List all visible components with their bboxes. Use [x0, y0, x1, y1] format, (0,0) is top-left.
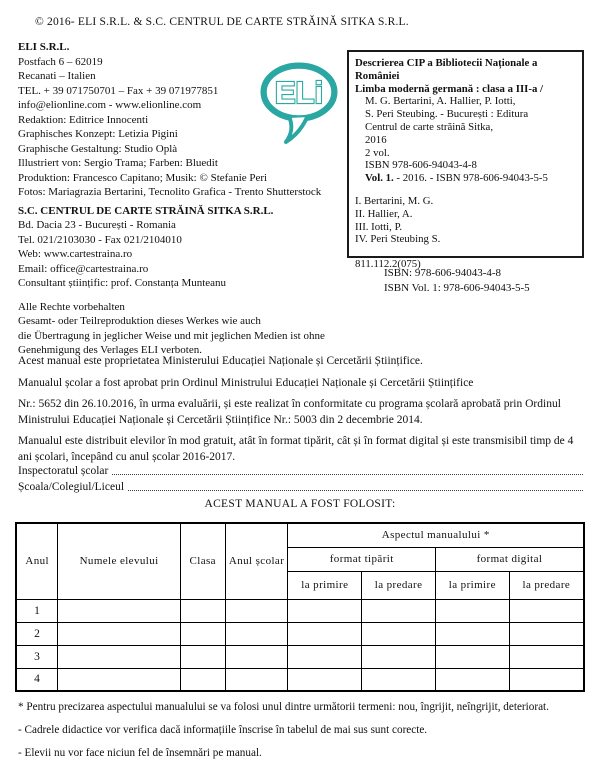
table-cell-empty — [225, 668, 288, 691]
eli-logo-icon — [259, 62, 339, 150]
table-cell-empty — [180, 668, 225, 691]
footnotes — [18, 700, 588, 761]
table-cell-empty — [58, 668, 180, 691]
table-cell-empty — [180, 622, 225, 645]
col-header-la-predare: la predare — [362, 571, 436, 599]
footnote-no-marks: - Elevii nu vor face niciun fel de însemnări pe manual. — [18, 747, 262, 759]
col-header-la-primire: la primire — [435, 571, 509, 599]
cip-subtitle: Limba modernă germană : clasa a III-a / — [355, 82, 544, 95]
sitka-publisher-block — [18, 204, 353, 291]
table-row — [16, 599, 584, 622]
rights-line: Gesamt- oder Teilreproduktion dieses Werkes wie auch — [18, 315, 261, 327]
table-cell-empty — [362, 668, 436, 691]
ministry-paragraph-3: Nr.: 5652 din 26.10.2016, în urma evaluării, și este realizat în conformitate cu programa școlară aprobată prin Ordinul Ministrului Educației Naționale și Cercetării Științifice Nr.: 5003 din 2 decembrie 2014. — [18, 398, 561, 426]
table-cell-empty — [509, 668, 584, 691]
cip-index-line: I. Bertarini, M. G. — [355, 194, 434, 207]
table-cell-empty — [435, 599, 509, 622]
eli-line: Postfach 6 – 62019 — [18, 55, 103, 68]
cip-classification: 811.112.2(075) — [355, 258, 421, 271]
col-header-numele: Numele elevului — [58, 523, 180, 599]
table-cell-empty — [225, 599, 288, 622]
ministry-paragraph-1: Acest manual este proprietatea Ministerului Educației Naționale și Cercetării Științifice. — [18, 355, 423, 367]
cip-index-line: III. Iotti, P. — [355, 220, 403, 233]
sitka-line: Consultant științific: prof. Constanța Munteanu — [18, 277, 227, 289]
cip-author-index — [355, 195, 576, 246]
eli-logo-text: ELi — [274, 75, 324, 110]
table-cell-empty — [435, 668, 509, 691]
eli-line: Recanati – Italien — [18, 70, 96, 82]
form-lines — [18, 461, 583, 493]
eli-line: Redaktion: Editrice Innocenti — [18, 113, 149, 126]
school-line — [18, 477, 583, 493]
col-header-la-primire: la primire — [288, 571, 362, 599]
eli-line: Fotos: Mariagrazia Bertarini, Tecnolito Grafica - Trento Shutterstock — [18, 186, 322, 198]
cip-index-line: IV. Peri Steubing S. — [355, 233, 441, 246]
table-cell-empty — [288, 668, 362, 691]
table-cell-empty — [435, 645, 509, 668]
sitka-line: Email: office@cartestraina.ro — [18, 262, 149, 275]
footnote-teachers-check: - Cadrele didactice vor verifica dacă informațiile înscrise în tabelul de mai sus sunt corecte. — [18, 724, 428, 736]
table-cell-empty — [58, 599, 180, 622]
table-cell-empty — [58, 645, 180, 668]
sitka-line: Tel. 021/2103030 - Fax 021/2104010 — [18, 233, 182, 246]
table-cell-empty — [509, 645, 584, 668]
eli-logo — [259, 62, 339, 155]
eli-line: TEL. + 39 071750701 – Fax + 39 071977851 — [18, 84, 219, 97]
table-cell-empty — [225, 645, 288, 668]
cip-index-line: II. Hallier, A. — [355, 207, 413, 220]
cip-volume-line — [355, 172, 576, 185]
ministry-paragraph-4: Manualul este distribuit elevilor în mod gratuit, atât în format tipărit, cât și în format digital și este transmisibil timp de 4 ani școlari, începând cu anul școlar 2016-2017. — [18, 435, 574, 463]
table-cell-empty — [225, 622, 288, 645]
eli-company-name: ELI S.R.L. — [18, 41, 70, 53]
ministry-paragraphs — [18, 354, 585, 471]
table-row — [16, 645, 584, 668]
inspectorate-fill-line — [112, 474, 583, 475]
table-cell-empty — [509, 599, 584, 622]
table-cell-empty — [435, 622, 509, 645]
col-header-format-tiparit: format tipărit — [288, 547, 435, 571]
table-row — [16, 622, 584, 645]
eli-line: Illustriert von: Sergio Trama; Farben: Bluedit — [18, 157, 218, 169]
usage-table — [15, 522, 585, 692]
inspectorate-label: Inspectoratul școlar — [18, 465, 109, 477]
isbn-line-1: ISBN: 978-606-94043-4-8 — [384, 267, 502, 279]
cip-volume-bold: Vol. 1. — [365, 172, 394, 185]
table-cell-empty — [362, 622, 436, 645]
copyright-line: © 2016- ELI S.R.L. & S.C. CENTRUL DE CARTE STRĂINĂ SITKA S.R.L. — [35, 16, 409, 28]
col-header-la-predare: la predare — [509, 571, 584, 599]
sitka-company-name: S.C. CENTRUL DE CARTE STRĂINĂ SITKA S.R.L. — [18, 204, 274, 217]
table-cell-empty — [288, 645, 362, 668]
isbn-line-2: ISBN Vol. 1: 978-606-94043-5-5 — [384, 282, 530, 294]
cip-title: Descrierea CIP a Bibliotecii Naționale a României — [355, 57, 538, 82]
usage-table-title: ACEST MANUAL A FOST FOLOSIT: — [204, 498, 396, 510]
table-cell-empty — [509, 622, 584, 645]
col-header-anul: Anul — [16, 523, 58, 599]
cip-line: Centrul de carte străină Sitka, — [365, 120, 494, 133]
footnote-aspect-terms: * Pentru precizarea aspectului manualului se va folosi unul dintre următorii termeni: nou, îngrijit, neîngrijit, deteriorat. — [18, 701, 549, 713]
eli-line: Graphische Gestaltung: Studio Oplà — [18, 142, 178, 155]
sitka-line: Bd. Dacia 23 - București - Romania — [18, 219, 176, 231]
isbn-block — [384, 266, 530, 296]
table-cell-empty — [180, 599, 225, 622]
school-fill-line — [128, 490, 583, 491]
col-header-format-digital: format digital — [435, 547, 584, 571]
rights-line: Genehmigung des Verlages ELI verboten. — [18, 344, 202, 356]
col-header-clasa: Clasa — [180, 523, 225, 599]
row-number: 4 — [16, 668, 58, 691]
cip-line: ISBN 978-606-94043-4-8 — [365, 159, 477, 172]
cip-line: M. G. Bertarini, A. Hallier, P. Iotti, — [365, 95, 516, 108]
cip-volume-rest: - 2016. - ISBN 978-606-94043-5-5 — [393, 172, 548, 185]
table-cell-empty — [288, 622, 362, 645]
cip-line: 2016 — [365, 133, 387, 146]
school-label: Școala/Colegiul/Liceul — [18, 481, 125, 493]
row-number: 2 — [16, 622, 58, 645]
rights-line: Alle Rechte vorbehalten — [18, 300, 125, 313]
cip-line: S. Peri Steubing. - București : Editura — [365, 108, 529, 121]
row-number: 1 — [16, 599, 58, 622]
sitka-line: Web: www.cartestraina.ro — [18, 248, 133, 260]
cip-box — [347, 50, 584, 271]
cip-line: 2 vol. — [365, 146, 390, 159]
table-cell-empty — [362, 599, 436, 622]
table-cell-empty — [362, 645, 436, 668]
ministry-paragraph-2: Manualul școlar a fost aprobat prin Ordinul Ministrului Educației Naționale și Cercetării Științifice — [18, 376, 474, 389]
table-cell-empty — [288, 599, 362, 622]
table-row — [16, 668, 584, 691]
row-number: 3 — [16, 645, 58, 668]
table-cell-empty — [58, 622, 180, 645]
col-header-anul-scolar: Anul școlar — [225, 523, 288, 599]
col-header-aspect: Aspectul manualului * — [288, 523, 584, 547]
eli-line: Graphisches Konzept: Letizia Pigini — [18, 128, 178, 140]
rights-notice — [18, 300, 353, 358]
eli-line: Produktion: Francesco Capitano; Musik: © Stefanie Peri — [18, 171, 268, 184]
inspectorate-line — [18, 461, 583, 477]
eli-line: info@elionline.com - www.elionline.com — [18, 99, 202, 111]
rights-line: die Übertragung in jeglicher Weise und mit jeglichen Medien ist ohne — [18, 329, 325, 342]
table-cell-empty — [180, 645, 225, 668]
